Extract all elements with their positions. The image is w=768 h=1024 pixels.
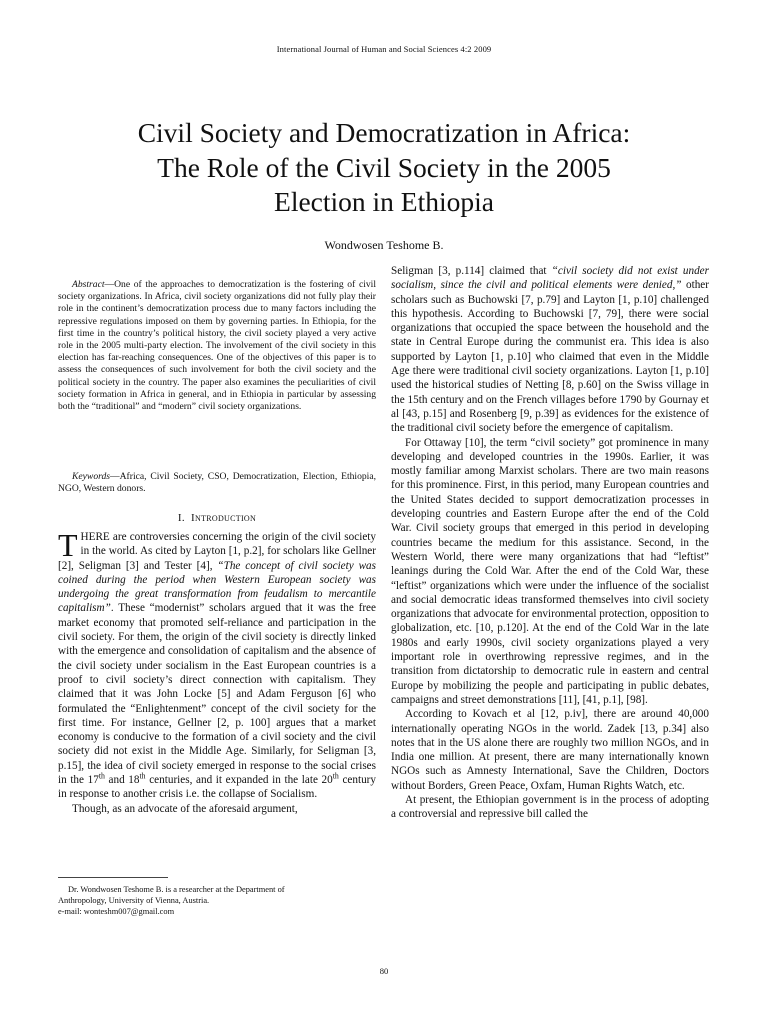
author-name: Wondwosen Teshome B. <box>324 238 444 252</box>
abstract-label: Abstract <box>72 279 105 290</box>
journal-header: International Journal of Human and Social Sciences 4:2 2009 <box>276 44 492 54</box>
right-p1-part-a: Seligman [3, p.114] claimed that <box>391 265 552 277</box>
footnote-line-2: Anthropology, University of Vienna, Austria. <box>58 896 210 905</box>
section-title: Introduction <box>191 512 257 524</box>
abstract <box>58 279 376 413</box>
intro-p1-part-a: HERE are controversies concerning the origin of the civil society in the world. As cited by Layton [1, p.2], for scholars like Gellner [2], Seligman [3] and Tester [4], <box>58 531 376 572</box>
title-line-1: Civil Society and Democratization in Africa: <box>137 117 631 148</box>
footnote-line-1: Dr. Wondwosen Teshome B. is a researcher at the Department of <box>68 885 285 894</box>
right-column-text <box>391 264 709 822</box>
intro-p1-part-c: centuries, and it expanded in the late 20 <box>145 774 333 787</box>
introduction-text <box>58 527 377 816</box>
right-paragraph-3: According to Kovach et al [12, p.iv], there are around 40,000 internationally operating NGOs in the world. Zadek [13, p.34] also notes that in the US alone there are roughly two million NGOs, and in India one million. At present, there are many internationally known NGOs such as Amnesty International, Save the Children, Doctors without Borders, Green Peace, Oxfam, Human Rights Watch, etc. <box>391 708 709 792</box>
intro-p1-and: and 18 <box>104 774 140 787</box>
footnote-divider <box>58 877 168 878</box>
author-footnote <box>58 884 376 917</box>
drop-cap: T <box>58 527 78 563</box>
footnote-email: e-mail: wonteshm007@gmail.com <box>58 907 175 916</box>
paper-title <box>60 116 708 220</box>
superscript-th: th <box>139 771 146 781</box>
intro-p1-part-b: . These “modernist” scholars argued that it was the free market economy that promoted self-reliance and participation in the civil society. For them, the origin of the civil society is directly linked with the emergence and consolidation of capitalism and the absence of the civil society under socialism in the East European countries is a proof to civil society’s direct connection with capitalism. They claimed that it was John Locke [5] and Adam Ferguson [6] who formulated the “Enlightenment” concept of the civil society for the first time. For instance, Gellner [2, p. 100] argues that a market economy is conducive to the formation of a civil society and the civil society did not exist in the Middle Age. Similarly, for Seligman [3, p.15], the idea of civil society emerged in response to the social crises in the 17 <box>58 602 376 787</box>
superscript-th: th <box>332 771 339 781</box>
keywords-label: Keywords <box>72 471 111 482</box>
abstract-dash: — <box>104 279 115 290</box>
superscript-th: th <box>98 771 105 781</box>
right-p1-quote: “civil society did not exist under socialism, since the civil and political elements were denied,” <box>391 265 709 292</box>
title-line-3: Election in Ethiopia <box>274 186 494 217</box>
keywords-dash: — <box>110 471 120 482</box>
right-paragraph-2: For Ottaway [10], the term “civil society” got prominence in many developing and developed countries in the 1990s. Earlier, it was mostly familiar among Marxist scholars. There are two main reasons for this prominence. First, in this period, many European countries and the United States decided to support democratization processes in developing countries and Eastern Europe after the end of the Cold War. Civil society groups that emerged in this period in developing countries became the medium for this assistance. Second, in the Western World, there were many organizations that had “leftist” leanings during the Cold War. After the end of the Cold War, these “leftist” organizations which were under the influence of the socialist and social democratic ideas transformed themselves into civil society organizations that advocate for environmental protection, opposition to globalization, etc. [10, p.120]. At the end of the Cold War in the late 1980s and early 1990s, civil society organizations played a very important role in overthrowing repressive regimes, and in the transition from dictatorship to democratic rule in eastern and central Europe by mobilizing the people and participating in public debates, campaigns and street demonstrations [11], [41, p.1], [98]. <box>391 436 709 706</box>
intro-p1-quote: “The concept of civil society was coined during the period when Western European society was undergoing the great transformation from feudalism to mercantile capitalism” <box>58 559 377 615</box>
keywords-text: Africa, Civil Society, CSO, Democratization, Election, Ethiopia, NGO, Western donors. <box>58 471 376 495</box>
abstract-text: One of the approaches to democratization is the fostering of civil society organizations. In Africa, civil society organizations did not fully play their role in the continent’s democratization process due to many factors including the repressive regulations imposed on them by governing parties. In Ethiopia, for the first time in the country’s political history, the civil society played a very active role in the 2005 multi-party election. The involvement of the civil society in this election has far-reaching consequences. One of the objectives of this paper is to assess the consequences of such involvement for both the civil society and the political society in the country. The paper also examines the peculiarities of civil society formation in Africa in general, and in Ethiopia in particular by assessing both the “traditional” and “modern” civil society organizations. <box>58 279 376 413</box>
intro-paragraph-1 <box>58 527 377 802</box>
keywords <box>58 471 376 495</box>
right-paragraph-1 <box>391 264 709 436</box>
section-heading <box>58 512 376 524</box>
title-line-2: The Role of the Civil Society in the 2005 <box>157 151 611 183</box>
intro-p1-part-d: century in response to another crisis i.e. the collapse of Socialism. <box>58 774 377 801</box>
right-paragraph-4: At present, the Ethiopian government is in the process of adopting a controversial and repressive bill called the <box>391 793 709 821</box>
right-p1-part-b: other scholars such as Buchowski [7, p.79] and Layton [1, p.10] challenged this hypothesis. According to Buchowski [7, 79], there were social organizations that occupied the space between the household and the state in Central Europe during the communist era. This idea is also supported by Layton [1, p.10] who claimed that even in the Middle Age there were traditional civil society organizations. Layton [1, p.10] used the historical studies of Netting [8, p.60] on the Swiss village in the 15th century and on the French villages before 1790 by Gournay et al [43, p.15] and Rosenberg [9, p.39] as evidences for the existence of the traditional civil society before the emergence of capitalism. <box>391 279 709 435</box>
intro-paragraph-2: Though, as an advocate of the aforesaid argument, <box>72 802 298 815</box>
section-number: I. <box>177 512 185 524</box>
page-number: 80 <box>379 966 389 976</box>
